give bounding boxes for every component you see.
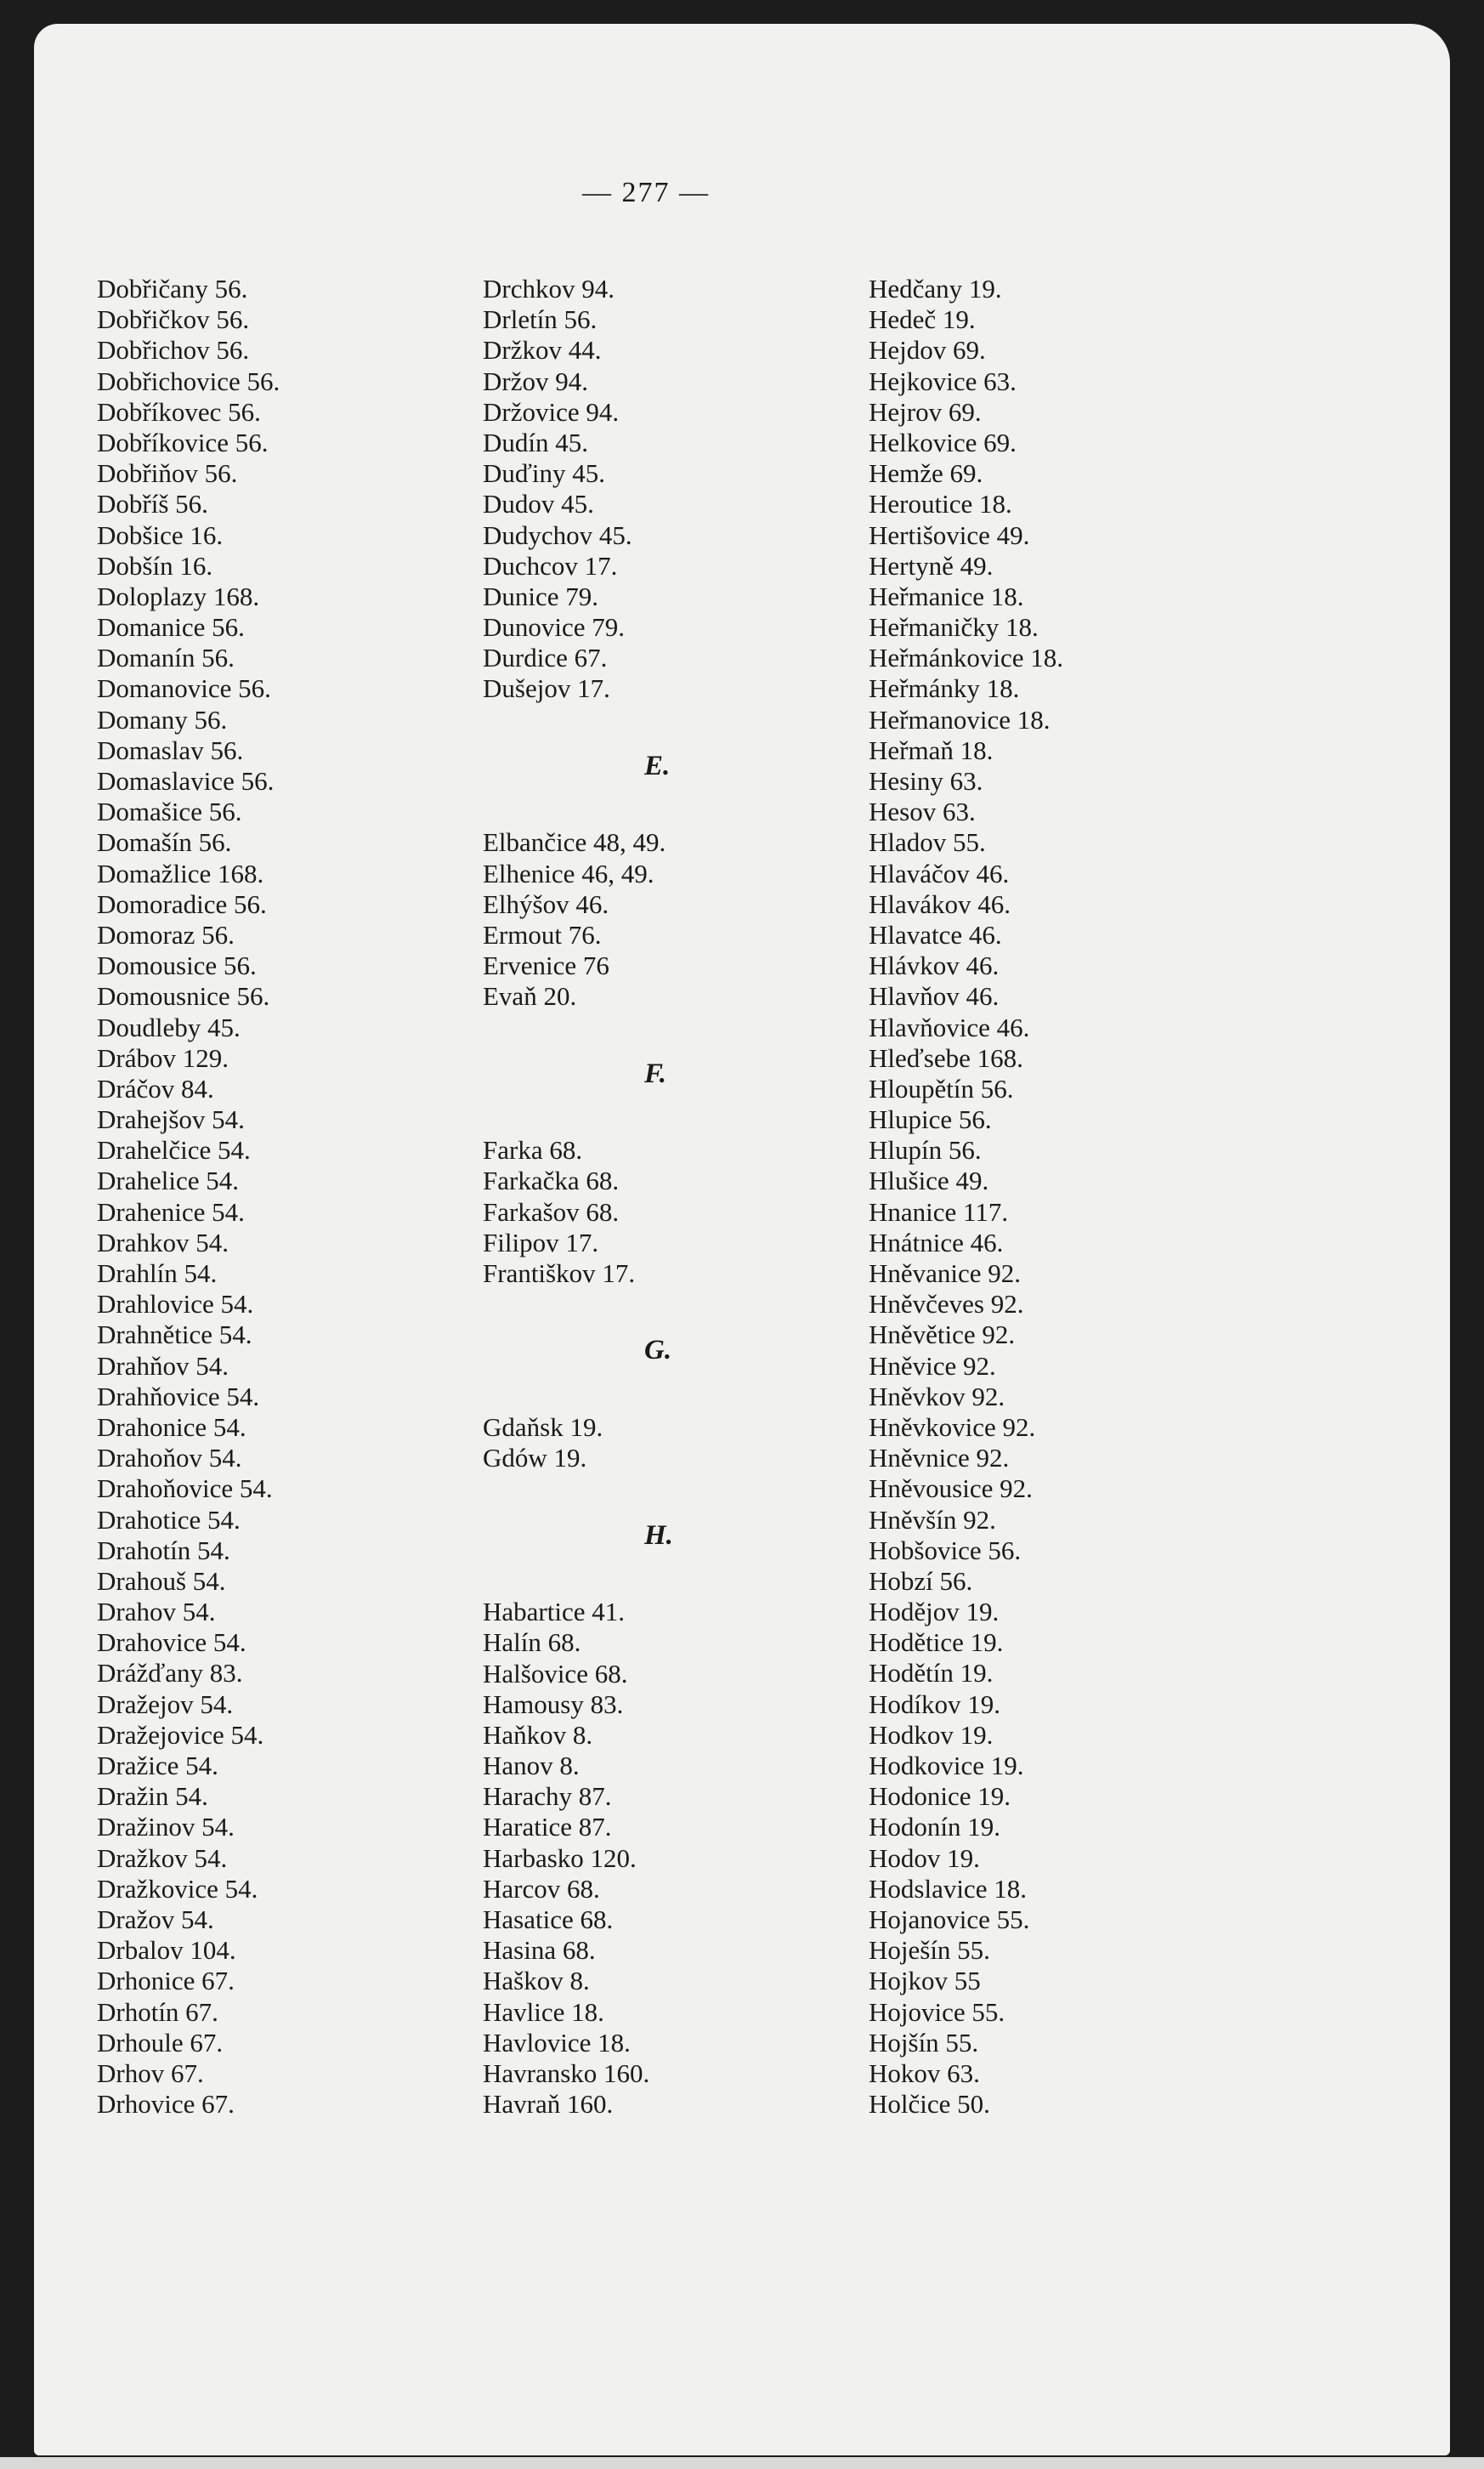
index-entry: Dunice 79. — [483, 581, 599, 611]
index-entry: Domanovice 56. — [97, 673, 271, 704]
index-entry: Drahlovice 54. — [97, 1289, 254, 1320]
index-entry: Domažlice 168. — [97, 858, 264, 888]
index-entry: Hlaváčov 46. — [869, 858, 1010, 888]
index-entry: Drahkov 54. — [97, 1227, 229, 1257]
index-entry: Ermout 76. — [483, 919, 602, 950]
index-entry: Hlavňovice 46. — [869, 1012, 1030, 1042]
index-entry: Drhovice 67. — [97, 2089, 235, 2120]
index-entry: Drábov 129. — [97, 1042, 229, 1073]
index-entry: Dražinov 54. — [97, 1812, 235, 1842]
index-entry: Hesiny 63. — [869, 766, 983, 796]
index-entry: Dušejov 17. — [483, 673, 610, 704]
index-entry: Heřmánkovice 18. — [869, 643, 1063, 673]
index-entry: Gdaňsk 19. — [483, 1411, 603, 1442]
index-entry: Drahlín 54. — [97, 1258, 218, 1288]
index-entry: Drahonice 54. — [97, 1411, 246, 1442]
index-entry: Drletín 56. — [483, 304, 598, 335]
index-entry: Gdów 19. — [483, 1443, 587, 1473]
spacer — [483, 1382, 673, 1412]
index-entry: Drahotín 54. — [97, 1535, 230, 1565]
index-entry: Helkovice 69. — [869, 427, 1017, 457]
index-entry: Držovice 94. — [483, 396, 620, 427]
index-entry: Hasatice 68. — [483, 1904, 614, 1934]
index-entry: Hojkov 55 — [869, 1966, 981, 1996]
index-entry: Hanov 8. — [483, 1751, 580, 1781]
section-letter: G. — [644, 1335, 672, 1366]
index-entry: Hodslavice 18. — [869, 1873, 1027, 1904]
spacer — [483, 797, 673, 827]
index-entry: Doudleby 45. — [97, 1012, 241, 1042]
index-entry: Drahelice 54. — [97, 1166, 239, 1196]
index-entry: Hněvice 92. — [869, 1350, 996, 1381]
index-entry: Dobřichovice 56. — [97, 366, 280, 396]
index-entry: Hasina 68. — [483, 1935, 596, 1966]
index-entry: Hokov 63. — [869, 2058, 980, 2088]
index-entry: Havraň 160. — [483, 2089, 614, 2120]
index-entry: Hobzí 56. — [869, 1565, 973, 1596]
index-entry: Drhoule 67. — [97, 2027, 224, 2058]
index-entry: Dudychov 45. — [483, 519, 632, 550]
index-entry: Hertišovice 49. — [869, 519, 1030, 550]
index-entry: Hojšín 55. — [869, 2027, 979, 2058]
index-entry: Dobšín 16. — [97, 550, 213, 581]
index-entry: Hojovice 55. — [869, 1996, 1005, 2027]
index-entry: Dražejovice 54. — [97, 1719, 264, 1750]
index-entry: Dražejov 54. — [97, 1689, 234, 1719]
index-entry: Drážďany 83. — [97, 1658, 243, 1689]
page-number: — 277 — — [582, 177, 710, 208]
index-entry: Duchcov 17. — [483, 550, 618, 581]
index-entry: Drahoňov 54. — [97, 1443, 242, 1473]
index-entry: Drahotice 54. — [97, 1504, 241, 1535]
index-entry: Domaslav 56. — [97, 735, 244, 765]
index-entry: Hodějov 19. — [869, 1597, 1000, 1627]
index-entry: Filipov 17. — [483, 1227, 599, 1257]
index-entry: Františkov 17. — [483, 1258, 636, 1289]
index-entry: Domoraz 56. — [97, 919, 235, 950]
index-entry: Drhotín 67. — [97, 1996, 218, 2027]
index-entry: Harachy 87. — [483, 1781, 612, 1812]
index-entry: Hnátnice 46. — [869, 1227, 1004, 1257]
index-entry: Hloupětín 56. — [869, 1073, 1014, 1104]
index-entry: Dobřichov 56. — [97, 335, 250, 366]
index-entry: Dobřičany 56. — [97, 274, 248, 304]
spacer — [483, 1013, 673, 1043]
scan-edge — [0, 2457, 1484, 2469]
index-entry: Hlušice 49. — [869, 1166, 989, 1196]
index-entry: Drahouš 54. — [97, 1565, 226, 1596]
index-entry: Domoradice 56. — [97, 888, 267, 919]
index-entry: Hodíkov 19. — [869, 1689, 1000, 1719]
index-entry: Hedčany 19. — [869, 274, 1002, 304]
index-entry: Elhenice 46, 49. — [483, 858, 654, 888]
index-entry: Durdice 67. — [483, 643, 608, 673]
index-entry: Harbasko 120. — [483, 1842, 637, 1873]
index-entry: Farkačka 68. — [483, 1166, 620, 1196]
index-entry: Domanín 56. — [97, 643, 235, 673]
index-entry: Ervenice 76 — [483, 951, 609, 981]
index-entry: Habartice 41. — [483, 1597, 625, 1627]
index-entry: Hlavákov 46. — [869, 888, 1011, 919]
index-entry: Haratice 87. — [483, 1812, 612, 1842]
index-entry: Drahoňovice 54. — [97, 1473, 273, 1504]
section-letter: F. — [644, 1058, 667, 1089]
index-entry: Hodětín 19. — [869, 1658, 994, 1689]
spacer — [483, 1566, 673, 1597]
index-entry: Hejdov 69. — [869, 335, 986, 366]
index-entry: Elhýšov 46. — [483, 888, 609, 919]
index-entry: Haškov 8. — [483, 1966, 590, 1996]
index-entry: Hojanovice 55. — [869, 1904, 1030, 1934]
index-entry: Hlávkov 46. — [869, 951, 1000, 981]
index-entry: Domousice 56. — [97, 951, 257, 981]
section-letter: H. — [644, 1519, 673, 1551]
index-entry: Hertyně 49. — [869, 550, 994, 581]
index-entry: Hněvousice 92. — [869, 1473, 1033, 1504]
index-entry: Dobřiňov 56. — [97, 458, 238, 489]
index-entry: Dobříkovice 56. — [97, 427, 269, 457]
index-entry: Dobříkovec 56. — [97, 396, 261, 427]
index-entry: Dudín 45. — [483, 427, 588, 457]
index-entry: Dudov 45. — [483, 489, 594, 519]
index-entry: Hobšovice 56. — [869, 1535, 1022, 1565]
index-entry: Havlovice 18. — [483, 2027, 631, 2058]
index-entry: Domašín 56. — [97, 827, 232, 858]
index-entry: Dražice 54. — [97, 1751, 218, 1780]
index-entry: Hněvkov 92. — [869, 1381, 1005, 1411]
index-entry: Domašice 56. — [97, 797, 242, 827]
index-entry: Havransko 160. — [483, 2058, 650, 2088]
index-entry: Hněvanice 92. — [869, 1258, 1022, 1288]
index-entry: Hlupín 56. — [869, 1135, 982, 1166]
index-entry: Heroutice 18. — [869, 489, 1012, 519]
index-entry: Domaslavice 56. — [97, 766, 275, 796]
index-entry: Evaň 20. — [483, 981, 577, 1012]
index-entry: Drahňovice 54. — [97, 1381, 260, 1411]
spacer — [483, 1473, 673, 1504]
index-entry: Dražkovice 54. — [97, 1873, 258, 1904]
index-entry: Dražov 54. — [97, 1904, 214, 1934]
index-entry: Hodonice 19. — [869, 1781, 1011, 1812]
index-entry: Haňkov 8. — [483, 1719, 593, 1750]
index-entry: Dražin 54. — [97, 1781, 208, 1812]
index-entry: Hesov 63. — [869, 797, 976, 827]
index-entry: Hnanice 117. — [869, 1196, 1009, 1227]
index-entry: Dobříš 56. — [97, 489, 208, 519]
index-entry: Domousnice 56. — [97, 981, 270, 1012]
index-entry: Elbančice 48, 49. — [483, 827, 666, 858]
index-entry: Doloplazy 168. — [97, 581, 260, 611]
index-entry: Drahenice 54. — [97, 1196, 245, 1227]
spacer — [483, 1104, 673, 1135]
index-entry: Dobšice 16. — [97, 519, 224, 550]
index-column-1 — [97, 274, 280, 2120]
index-entry: Hejrov 69. — [869, 396, 982, 427]
spacer — [483, 1289, 673, 1320]
index-entry: Domanice 56. — [97, 612, 245, 643]
index-entry: Heřmanice 18. — [869, 581, 1024, 611]
index-entry: Hodonín 19. — [869, 1812, 1000, 1842]
index-entry: Držov 94. — [483, 366, 588, 396]
index-entry: Dražkov 54. — [97, 1842, 228, 1873]
index-entry: Drhov 67. — [97, 2058, 204, 2088]
index-entry: Halšovice 68. — [483, 1658, 628, 1689]
index-entry: Drahovice 54. — [97, 1627, 246, 1658]
index-entry: Drbalov 104. — [97, 1935, 236, 1966]
index-entry: Drhonice 67. — [97, 1966, 235, 1996]
index-entry: Hamousy 83. — [483, 1689, 624, 1719]
index-entry: Farkašov 68. — [483, 1196, 620, 1227]
index-entry: Hněvětice 92. — [869, 1320, 1016, 1350]
index-entry: Drchkov 94. — [483, 274, 615, 304]
index-entry: Heřmánky 18. — [869, 673, 1020, 704]
index-entry: Heřmaň 18. — [869, 735, 994, 765]
index-column-3 — [869, 274, 1063, 2120]
index-entry: Drahňov 54. — [97, 1350, 229, 1381]
index-entry: Hodkovice 19. — [869, 1751, 1024, 1780]
index-entry: Hemže 69. — [869, 458, 983, 489]
index-entry: Halín 68. — [483, 1627, 581, 1658]
index-entry: Hněvšín 92. — [869, 1504, 996, 1535]
section-letter: E. — [644, 750, 671, 781]
index-entry: Držkov 44. — [483, 335, 602, 366]
index-entry: Hlavňov 46. — [869, 981, 1000, 1012]
index-entry: Drahnětice 54. — [97, 1320, 252, 1350]
index-entry: Domany 56. — [97, 704, 228, 735]
index-entry: Hlupice 56. — [869, 1104, 992, 1135]
index-entry: Drahejšov 54. — [97, 1104, 245, 1135]
index-entry: Hodkov 19. — [869, 1719, 994, 1750]
index-entry: Drahov 54. — [97, 1597, 216, 1627]
index-entry: Hladov 55. — [869, 827, 986, 858]
index-entry: Hněvnice 92. — [869, 1443, 1010, 1473]
index-entry: Hněvčeves 92. — [869, 1289, 1024, 1320]
index-entry: Hoješín 55. — [869, 1935, 990, 1966]
index-entry: Hlavatce 46. — [869, 919, 1002, 950]
index-entry: Dobřičkov 56. — [97, 304, 250, 335]
index-entry: Duďiny 45. — [483, 458, 606, 489]
index-entry: Hejkovice 63. — [869, 366, 1017, 396]
index-entry: Dunovice 79. — [483, 612, 626, 643]
index-entry: Drahelčice 54. — [97, 1135, 251, 1166]
index-entry: Dráčov 84. — [97, 1073, 214, 1104]
index-entry: Havlice 18. — [483, 1996, 604, 2027]
index-entry: Holčice 50. — [869, 2089, 990, 2120]
index-entry: Hněvkovice 92. — [869, 1411, 1036, 1442]
index-entry: Hleďsebe 168. — [869, 1042, 1023, 1073]
index-entry: Heřmaničky 18. — [869, 612, 1039, 643]
index-entry: Farka 68. — [483, 1135, 583, 1166]
index-entry: Hedeč 19. — [869, 304, 976, 335]
index-entry: Hodov 19. — [869, 1842, 980, 1873]
index-entry: Heřmanovice 18. — [869, 704, 1051, 735]
index-entry: Harcov 68. — [483, 1873, 600, 1904]
index-column-2 — [483, 274, 673, 2120]
index-entry: Hodětice 19. — [869, 1627, 1004, 1658]
spacer — [483, 705, 673, 735]
